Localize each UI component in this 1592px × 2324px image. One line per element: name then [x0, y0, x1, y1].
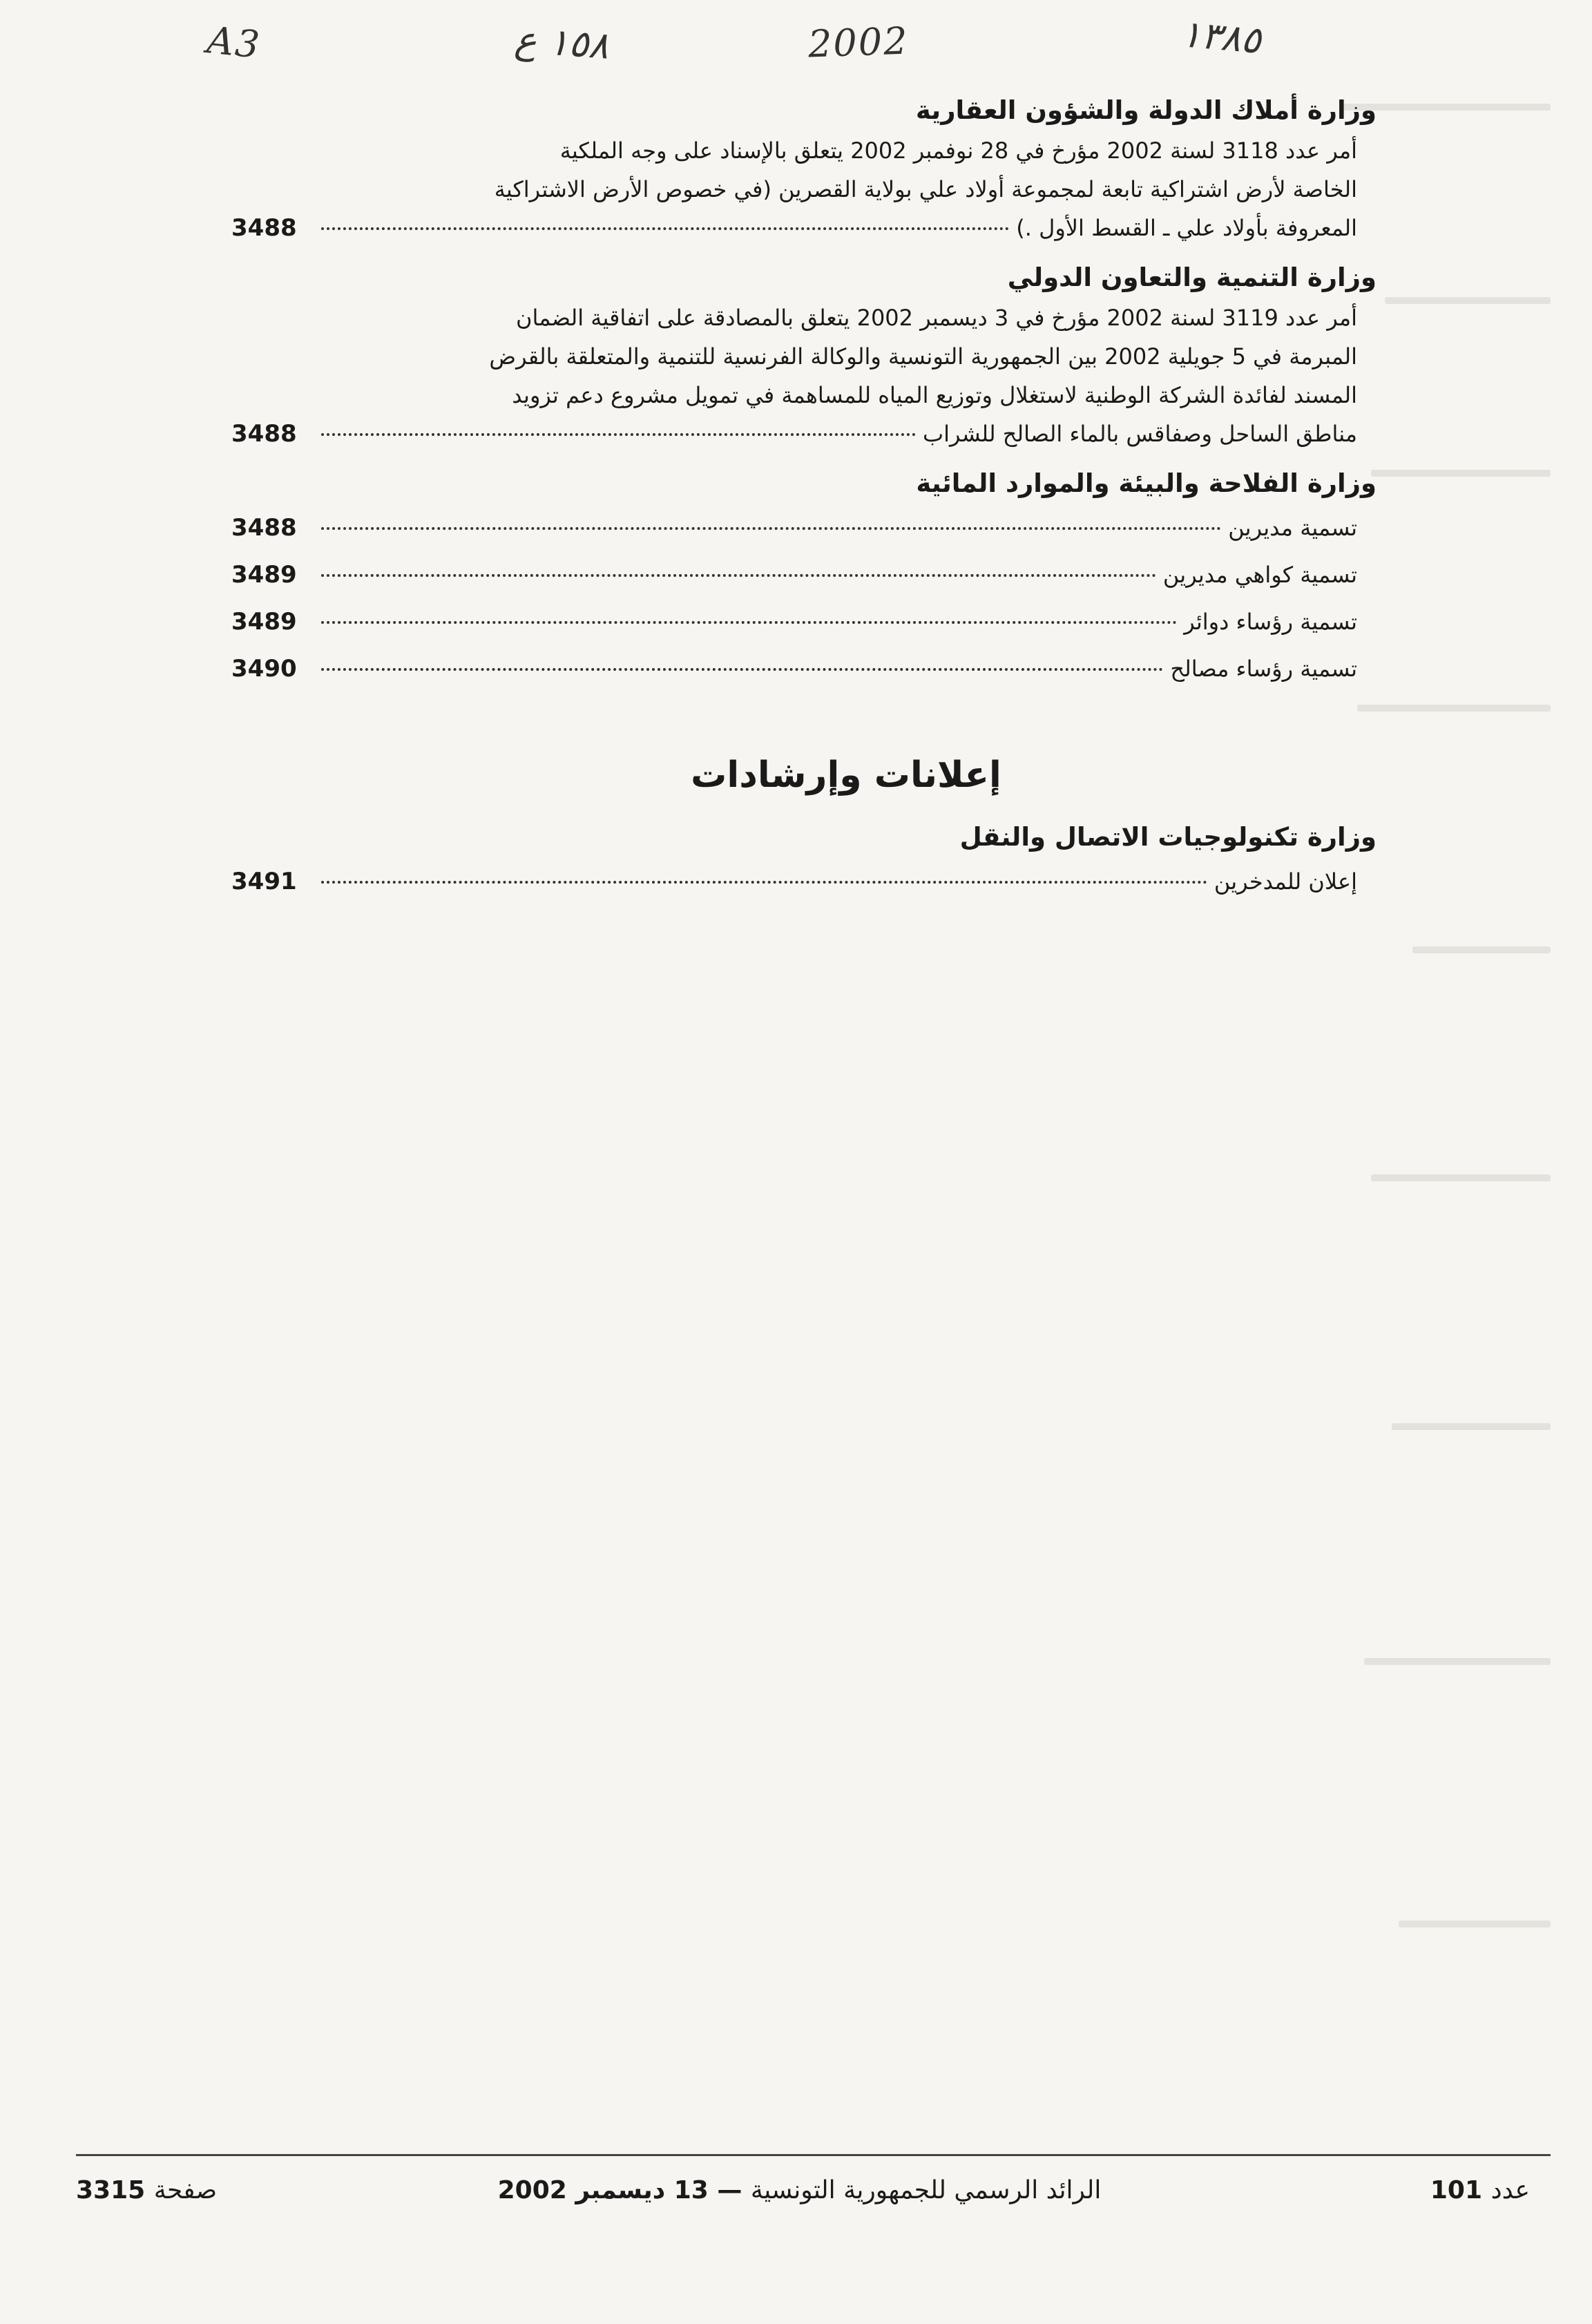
decree-line: أمر عدد 3119 لسنة 2002 مؤرخ في 3 ديسمبر 2002 يتعلق بالمصادقة على اتفاقية الضمان [515, 305, 1357, 331]
bleed-mark [1371, 470, 1551, 477]
page-reference: 3488 [231, 514, 297, 542]
handwritten-note: 2002 [807, 19, 910, 66]
decree-line: المسند لفائدة الشركة الوطنية لاستغلال وتوزيع المياه للمساهمة في تمويل مشروع دعم تزويد [512, 382, 1357, 408]
bleed-mark [1371, 1174, 1551, 1181]
toc-entry[interactable] [231, 598, 1378, 645]
bleed-mark [1357, 705, 1551, 712]
dot-leader [321, 433, 916, 436]
issue-value: 101 [1430, 2176, 1483, 2204]
toc-entry[interactable] [231, 415, 1378, 453]
bleed-mark [1364, 1658, 1551, 1665]
decree-entry[interactable] [231, 298, 1378, 415]
bleed-mark [1412, 946, 1551, 953]
page-value: 3315 [76, 2176, 146, 2204]
ministry-heading: وزارة تكنولوجيات الاتصال والنقل [959, 822, 1377, 852]
page-footer [76, 2176, 1551, 2218]
dot-leader [321, 668, 1163, 671]
decree-line: أمر عدد 3118 لسنة 2002 مؤرخ في 28 نوفمبر 2002 يتعلق بالإسناد على وجه الملكية [559, 137, 1357, 164]
dot-leader [321, 227, 1009, 230]
page-reference: 3488 [231, 214, 297, 242]
page-reference: 3490 [231, 655, 297, 683]
entry-label: تسمية مديرين [1228, 515, 1357, 541]
journal-name: الرائد الرسمي للجمهورية التونسية [750, 2176, 1102, 2204]
entry-label: تسمية رؤساء دوائر [1184, 609, 1357, 635]
ministry-heading: وزارة أملاك الدولة والشؤون العقارية [915, 95, 1377, 125]
title-separator: — [717, 2176, 742, 2204]
bleed-mark [1385, 297, 1551, 304]
dot-leader [321, 574, 1156, 577]
handwritten-note: ١٣٨٥ [1179, 12, 1263, 62]
announcements-heading: إعلانات وإرشادات [691, 754, 1001, 796]
entry-label: تسمية كواهي مديرين [1162, 562, 1357, 588]
bleed-mark [1392, 1423, 1551, 1430]
issue-date: 13 ديسمبر 2002 [497, 2176, 709, 2204]
page-word: صفحة [153, 2176, 218, 2204]
decree-entry[interactable] [231, 131, 1378, 209]
ministry-heading: وزارة الفلاحة والبيئة والموارد المائية [916, 468, 1377, 498]
page-reference: 3491 [231, 868, 297, 895]
page-reference: 3489 [231, 608, 297, 636]
page-number [76, 2176, 217, 2204]
entry-label: إعلان للمدخرين [1214, 868, 1357, 895]
dot-leader [321, 881, 1207, 884]
footer-rule [76, 2154, 1551, 2156]
bleed-mark [1399, 1921, 1551, 1927]
issue-word: عدد [1490, 2176, 1530, 2204]
toc-entry[interactable] [231, 504, 1378, 551]
toc-entry[interactable] [231, 551, 1378, 598]
dot-leader [321, 621, 1177, 624]
handwritten-note: A3 [204, 18, 263, 67]
decree-line: المبرمة في 5 جويلية 2002 بين الجمهورية التونسية والوكالة الفرنسية للتنمية والمتعلقة بالقرض [489, 343, 1357, 370]
decree-line: الخاصة لأرض اشتراكية تابعة لمجموعة أولاد علي بولاية القصرين (في خصوص الأرض الاشتراكية [494, 176, 1357, 202]
table-of-contents [231, 90, 1378, 905]
page-reference: 3488 [231, 420, 297, 448]
handwritten-note: ١٥٨ ع [512, 17, 611, 68]
decree-line: مناطق الساحل وصفاقس بالماء الصالح للشراب [923, 421, 1357, 447]
toc-entry[interactable] [231, 645, 1378, 692]
toc-entry[interactable] [231, 858, 1378, 905]
decree-line: المعروفة بأولاد علي ـ القسط الأول .) [1016, 215, 1357, 241]
ministry-heading: وزارة التنمية والتعاون الدولي [1007, 263, 1377, 292]
entry-label: تسمية رؤساء مصالح [1170, 656, 1357, 682]
journal-title [76, 2176, 1551, 2204]
page-reference: 3489 [231, 561, 297, 589]
dot-leader [321, 527, 1221, 530]
toc-entry[interactable] [231, 209, 1378, 247]
